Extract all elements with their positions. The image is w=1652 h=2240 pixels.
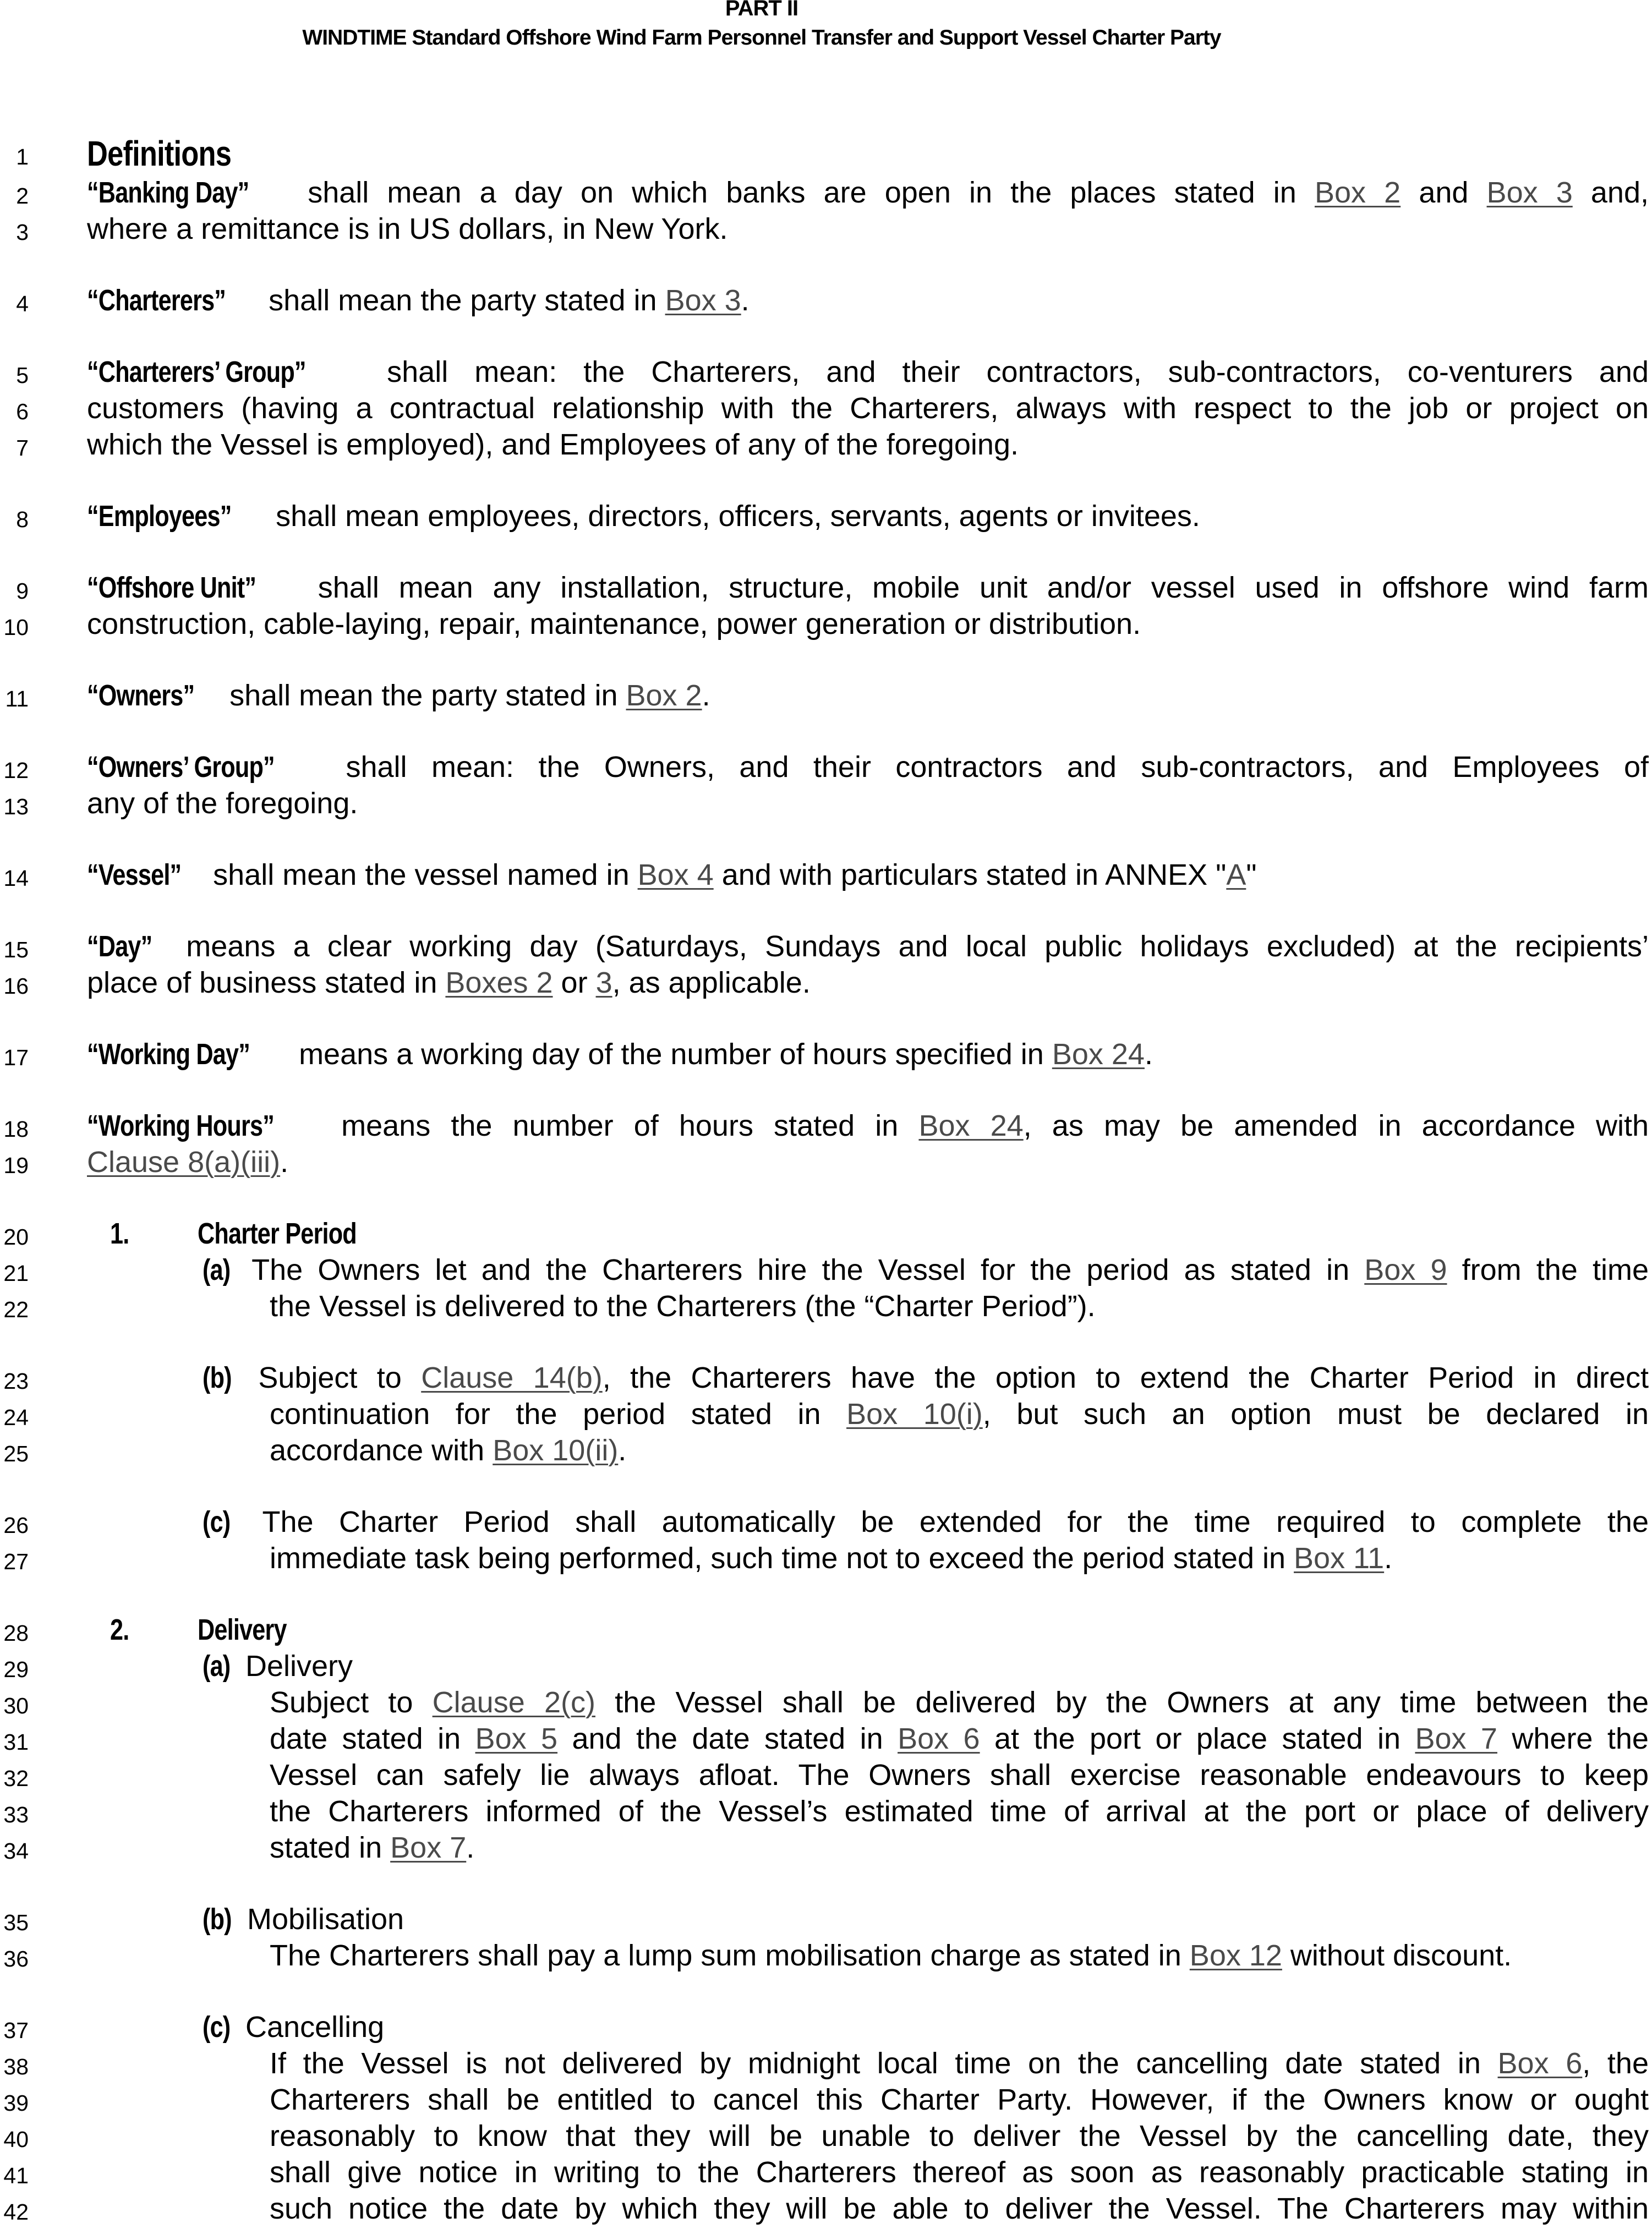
line-text	[203, 1360, 1649, 1396]
defined-term: “Owners’ Group”	[87, 751, 275, 784]
line-text	[270, 2045, 1649, 2082]
document-line	[0, 1215, 1652, 1252]
body-text: accordance with	[270, 1434, 493, 1467]
defined-term: “Charterers’ Group”	[87, 355, 306, 388]
body-text: shall mean the vessel named in	[205, 858, 638, 891]
line-text	[270, 2082, 1649, 2118]
line-text	[203, 1504, 1649, 1540]
document-line	[0, 785, 1652, 821]
document-line	[0, 569, 1652, 606]
line-number: 3	[16, 220, 29, 245]
line-text	[270, 1684, 1649, 1721]
body-text: place of business stated in	[87, 966, 446, 999]
body-text: stated in	[270, 1831, 391, 1864]
line-text	[87, 677, 1649, 714]
line-number: 17	[3, 1045, 29, 1070]
line-number: 22	[3, 1297, 29, 1322]
body-text: The Charter Period shall automatically be extended for the time required to complete the	[237, 1505, 1649, 1538]
line-text	[87, 749, 1649, 785]
defined-term: “Day”	[87, 930, 152, 963]
defined-term: (a)	[203, 1253, 231, 1286]
line-text	[203, 1901, 1649, 1937]
defined-term: “Working Day”	[87, 1038, 250, 1071]
line-number: 36	[3, 1946, 29, 1971]
line-text	[270, 1830, 1649, 1866]
document-line	[0, 1288, 1652, 1324]
line-text	[87, 282, 1649, 319]
line-text	[270, 1432, 1649, 1469]
box-reference-link[interactable]: Box 6	[898, 1722, 980, 1755]
body-text: , as may be amended in accordance with	[1023, 1109, 1649, 1142]
line-number: 1	[16, 144, 29, 169]
body-text: the Charterers informed of the Vessel’s estimated time of arrival at the port or place of delivery	[270, 1795, 1649, 1828]
defined-term: (b)	[203, 1361, 232, 1394]
box-reference-link[interactable]: Box 4	[637, 858, 714, 891]
document-line	[0, 965, 1652, 1001]
body-text: Mobilisation	[238, 1903, 404, 1936]
line-text	[87, 426, 1649, 463]
line-number: 39	[3, 2090, 29, 2116]
body-text: Charterers shall be entitled to cancel this Charter Party. However, if the Owners know or ought	[270, 2083, 1649, 2116]
line-text	[87, 928, 1649, 965]
box-reference-link[interactable]: Box 5	[475, 1722, 558, 1755]
document-line	[0, 1396, 1652, 1432]
line-text	[87, 135, 1649, 174]
document-line	[0, 2009, 1652, 2045]
body-text: means the number of hours stated in	[321, 1109, 919, 1142]
body-text: , but such an option must be declared in	[982, 1398, 1649, 1431]
line-number: 30	[3, 1693, 29, 1718]
defined-term: Charter Period	[198, 1217, 357, 1250]
body-text: such notice the date by which they will be able to deliver the Vessel. The Charterers may within	[270, 2192, 1649, 2225]
body-text: "	[1246, 858, 1257, 891]
body-text: shall mean: the Owners, and their contractors and sub-contractors, and Employees of	[321, 751, 1649, 784]
document-line	[0, 1937, 1652, 1974]
document-line	[0, 1830, 1652, 1866]
body-text: .	[280, 1146, 289, 1179]
line-text	[87, 174, 1649, 211]
line-text	[270, 1540, 1649, 1576]
tab-space	[134, 1612, 198, 1648]
body-text: where a remittance is in US dollars, in New York.	[87, 212, 728, 245]
body-text: shall mean employees, directors, officers, servants, agents or invitees.	[267, 500, 1200, 533]
document-line	[0, 2082, 1652, 2118]
defined-term: 1.	[110, 1217, 129, 1250]
document-line	[0, 1793, 1652, 1830]
line-text	[270, 2118, 1649, 2154]
document-line	[0, 1612, 1652, 1648]
line-text	[270, 1757, 1649, 1793]
box-reference-link[interactable]: Clause 2(c)	[432, 1686, 595, 1719]
defined-term: Delivery	[198, 1613, 287, 1646]
document-line	[0, 1036, 1652, 1072]
line-number: 6	[16, 399, 29, 424]
line-text	[270, 2154, 1649, 2190]
document-line	[0, 1252, 1652, 1288]
document-line	[0, 1360, 1652, 1396]
line-number: 24	[3, 1405, 29, 1430]
line-number: 32	[3, 1766, 29, 1791]
box-reference-link[interactable]: Box 7	[1415, 1722, 1497, 1755]
line-text	[270, 1721, 1649, 1757]
line-text	[87, 211, 1649, 247]
body-text: or	[553, 966, 596, 999]
line-number: 33	[3, 1802, 29, 1827]
box-reference-link[interactable]: Clause 8(a)(iii)	[87, 1146, 281, 1179]
document-line	[0, 1684, 1652, 1721]
document-title: WINDTIME Standard Offshore Wind Farm Personnel Transfer and Support Vessel Charter Party	[302, 26, 1221, 50]
body-text: shall mean a day on which banks are open in the places stated in	[289, 176, 1315, 209]
line-number: 28	[3, 1620, 29, 1646]
line-number: 38	[3, 2054, 29, 2079]
defined-term: (c)	[203, 2011, 231, 2044]
body-text: .	[466, 1831, 475, 1864]
line-text	[87, 354, 1649, 390]
body-text: and the date stated in	[557, 1722, 898, 1755]
body-text: the Vessel shall be delivered by the Owners at any time between the	[595, 1686, 1649, 1719]
line-number: 15	[3, 937, 29, 962]
line-number: 20	[3, 1224, 29, 1250]
defined-term: (a)	[203, 1650, 231, 1683]
body-text: , the Charterers have the option to extend the Charter Period in direct	[602, 1361, 1649, 1394]
line-text	[110, 1215, 1649, 1252]
part-heading: PART II	[725, 0, 798, 20]
line-text	[87, 965, 1649, 1001]
body-text: and with particulars stated in ANNEX "	[713, 858, 1227, 891]
line-text	[87, 785, 1649, 821]
body-text: immediate task being performed, such time not to exceed the period stated in	[270, 1542, 1294, 1575]
document-line	[0, 1648, 1652, 1684]
document-line	[0, 1721, 1652, 1757]
document-line	[0, 2118, 1652, 2154]
line-number: 11	[5, 686, 29, 711]
body-text: reasonably to know that they will be unable to deliver the Vessel by the cancelling date, they	[270, 2119, 1649, 2153]
defined-term: “Working Hours”	[87, 1109, 275, 1142]
line-number: 27	[3, 1549, 29, 1574]
box-reference-link[interactable]: Box 7	[390, 1831, 467, 1864]
box-reference-link[interactable]: Box 2	[1314, 176, 1401, 209]
document-line	[0, 1757, 1652, 1793]
box-reference-link[interactable]: Box 11	[1294, 1542, 1385, 1575]
box-reference-link[interactable]: Box 2	[626, 679, 702, 712]
line-number: 40	[3, 2127, 29, 2152]
body-text: shall mean: the Charterers, and their contractors, sub-contractors, co-venturers and	[360, 355, 1649, 388]
document-line	[0, 1540, 1652, 1576]
body-text: shall mean the party stated in	[221, 679, 626, 712]
line-number: 35	[3, 1910, 29, 1935]
body-text: and,	[1572, 176, 1649, 209]
defined-term: (c)	[203, 1505, 231, 1538]
body-text: .	[702, 679, 710, 712]
box-reference-link[interactable]: Box 10(ii)	[493, 1434, 619, 1467]
body-text: .	[741, 284, 750, 317]
line-text	[87, 1144, 1649, 1180]
document-line	[0, 749, 1652, 785]
line-text	[87, 606, 1649, 642]
line-number: 42	[3, 2199, 29, 2225]
line-number: 31	[3, 1729, 29, 1755]
line-number: 10	[3, 615, 29, 640]
body-text: date stated in	[270, 1722, 475, 1755]
body-text: .	[1144, 1038, 1153, 1071]
document-line	[0, 1108, 1652, 1144]
document-line	[0, 677, 1652, 714]
document-line	[0, 606, 1652, 642]
line-text	[87, 569, 1649, 606]
line-number: 18	[3, 1116, 29, 1142]
line-number: 34	[3, 1838, 29, 1864]
line-number: 21	[3, 1261, 29, 1286]
defined-term: “Vessel”	[87, 858, 182, 891]
line-number: 12	[3, 758, 29, 783]
body-text: Cancelling	[237, 2011, 385, 2044]
box-reference-link[interactable]: Box 12	[1189, 1939, 1282, 1972]
line-number: 19	[3, 1153, 29, 1178]
box-reference-link[interactable]: Boxes 2	[445, 966, 553, 999]
body-text: Delivery	[237, 1650, 353, 1683]
line-number: 8	[16, 507, 29, 532]
body-text: the Vessel is delivered to the Charterers (the “Charter Period”).	[270, 1290, 1096, 1323]
line-number: 13	[3, 794, 29, 819]
box-reference-link[interactable]: Box 24	[918, 1109, 1024, 1142]
document-line	[0, 390, 1652, 426]
line-number: 9	[16, 578, 29, 604]
line-text	[203, 1648, 1649, 1684]
line-text	[87, 1108, 1649, 1144]
defined-term: “Employees”	[87, 500, 232, 533]
box-reference-link[interactable]: Box 24	[1052, 1038, 1145, 1071]
body-text: at the port or place stated in	[980, 1722, 1415, 1755]
box-reference-link[interactable]: Box 9	[1364, 1253, 1447, 1286]
box-reference-link[interactable]: Box 10(i)	[846, 1398, 983, 1431]
body-text: Vessel can safely lie always afloat. The Owners shall exercise reasonable endeavours to keep	[270, 1759, 1649, 1792]
body-text: continuation for the period stated in	[270, 1398, 847, 1431]
line-text	[270, 1288, 1649, 1324]
body-text: .	[1384, 1542, 1393, 1575]
document-line	[0, 498, 1652, 534]
line-number: 2	[16, 183, 29, 209]
box-reference-link[interactable]: Box 3	[1486, 176, 1573, 209]
box-reference-link[interactable]: 3	[595, 966, 612, 999]
line-text	[270, 1937, 1649, 1974]
body-text: , the	[1582, 2047, 1649, 2080]
line-number: 26	[3, 1513, 29, 1538]
document-line	[0, 354, 1652, 390]
body-text: from the time	[1447, 1253, 1649, 1286]
line-number: 37	[3, 2018, 29, 2043]
body-text: The Charterers shall pay a lump sum mobilisation charge as stated in	[270, 1939, 1190, 1972]
document-line	[0, 211, 1652, 247]
line-number: 5	[16, 363, 29, 388]
document-line	[0, 1901, 1652, 1937]
body-text: The Owners let and the Charterers hire the Vessel for the period as stated in	[237, 1253, 1365, 1286]
body-text: any of the foregoing.	[87, 787, 358, 820]
document-line	[0, 426, 1652, 463]
box-reference-link[interactable]: Box 3	[665, 284, 741, 317]
document-line	[0, 1504, 1652, 1540]
body-text: .	[618, 1434, 627, 1467]
body-text: construction, cable-laying, repair, maintenance, power generation or distribution.	[87, 607, 1141, 640]
line-number: 41	[3, 2163, 29, 2188]
line-number: 23	[3, 1368, 29, 1394]
line-text	[203, 1252, 1649, 1288]
document-line	[0, 2154, 1652, 2190]
line-number: 14	[3, 866, 29, 891]
body-text: shall mean the party stated in	[260, 284, 665, 317]
document-line	[0, 857, 1652, 893]
defined-term: “Charterers”	[87, 284, 226, 317]
line-text	[270, 2190, 1649, 2227]
line-number: 7	[16, 435, 29, 461]
body-text: Subject to	[270, 1686, 433, 1719]
body-text: where the	[1497, 1722, 1649, 1755]
line-text	[87, 857, 1649, 893]
defined-term: 2.	[110, 1613, 129, 1646]
line-number: 29	[3, 1657, 29, 1682]
defined-term: “Offshore Unit”	[87, 571, 256, 604]
document-line	[0, 928, 1652, 965]
defined-term: (b)	[203, 1903, 232, 1936]
document-line	[0, 1144, 1652, 1180]
body-text: means a clear working day (Saturdays, Sundays and local public holidays excluded) at the recipients’	[168, 930, 1649, 963]
line-number: 25	[3, 1441, 29, 1466]
body-text: shall mean any installation, structure, mobile unit and/or vessel used in offshore wind farm	[298, 571, 1649, 604]
box-reference-link[interactable]: Clause 14(b)	[421, 1361, 603, 1394]
body-text: If the Vessel is not delivered by midnight local time on the cancelling date stated in	[270, 2047, 1498, 2080]
line-text	[87, 1036, 1649, 1072]
line-text	[110, 1612, 1649, 1648]
line-text	[87, 498, 1649, 534]
document-line	[0, 135, 1652, 172]
box-reference-link[interactable]: Box 6	[1497, 2047, 1583, 2080]
body-text: , as applicable.	[612, 966, 811, 999]
document-line	[0, 1432, 1652, 1469]
line-number: 16	[3, 973, 29, 999]
line-text	[270, 1396, 1649, 1432]
document-line	[0, 282, 1652, 319]
line-text	[87, 390, 1649, 426]
body-text: customers (having a contractual relationship with the Charterers, always with respect to the job or project on	[87, 392, 1649, 425]
body-text: which the Vessel is employed), and Employees of any of the foregoing.	[87, 428, 1019, 461]
body-text: and	[1401, 176, 1487, 209]
body-text: Subject to	[238, 1361, 422, 1394]
document-line	[0, 2045, 1652, 2082]
body-text: shall give notice in writing to the Charterers thereof as soon as reasonably practicable stating in	[270, 2156, 1649, 2189]
defined-term: “Banking Day”	[87, 176, 249, 209]
document-line	[0, 2190, 1652, 2227]
line-text	[203, 2009, 1649, 2045]
defined-term: “Owners”	[87, 679, 195, 712]
tab-space	[134, 1215, 198, 1252]
section-title: Definitions	[87, 135, 232, 173]
line-text	[270, 1793, 1649, 1830]
box-reference-link[interactable]: A	[1226, 858, 1246, 891]
line-number: 4	[16, 291, 29, 316]
body-text: means a working day of the number of hours specified in	[291, 1038, 1052, 1071]
body-text: without discount.	[1282, 1939, 1512, 1972]
document-line	[0, 174, 1652, 211]
